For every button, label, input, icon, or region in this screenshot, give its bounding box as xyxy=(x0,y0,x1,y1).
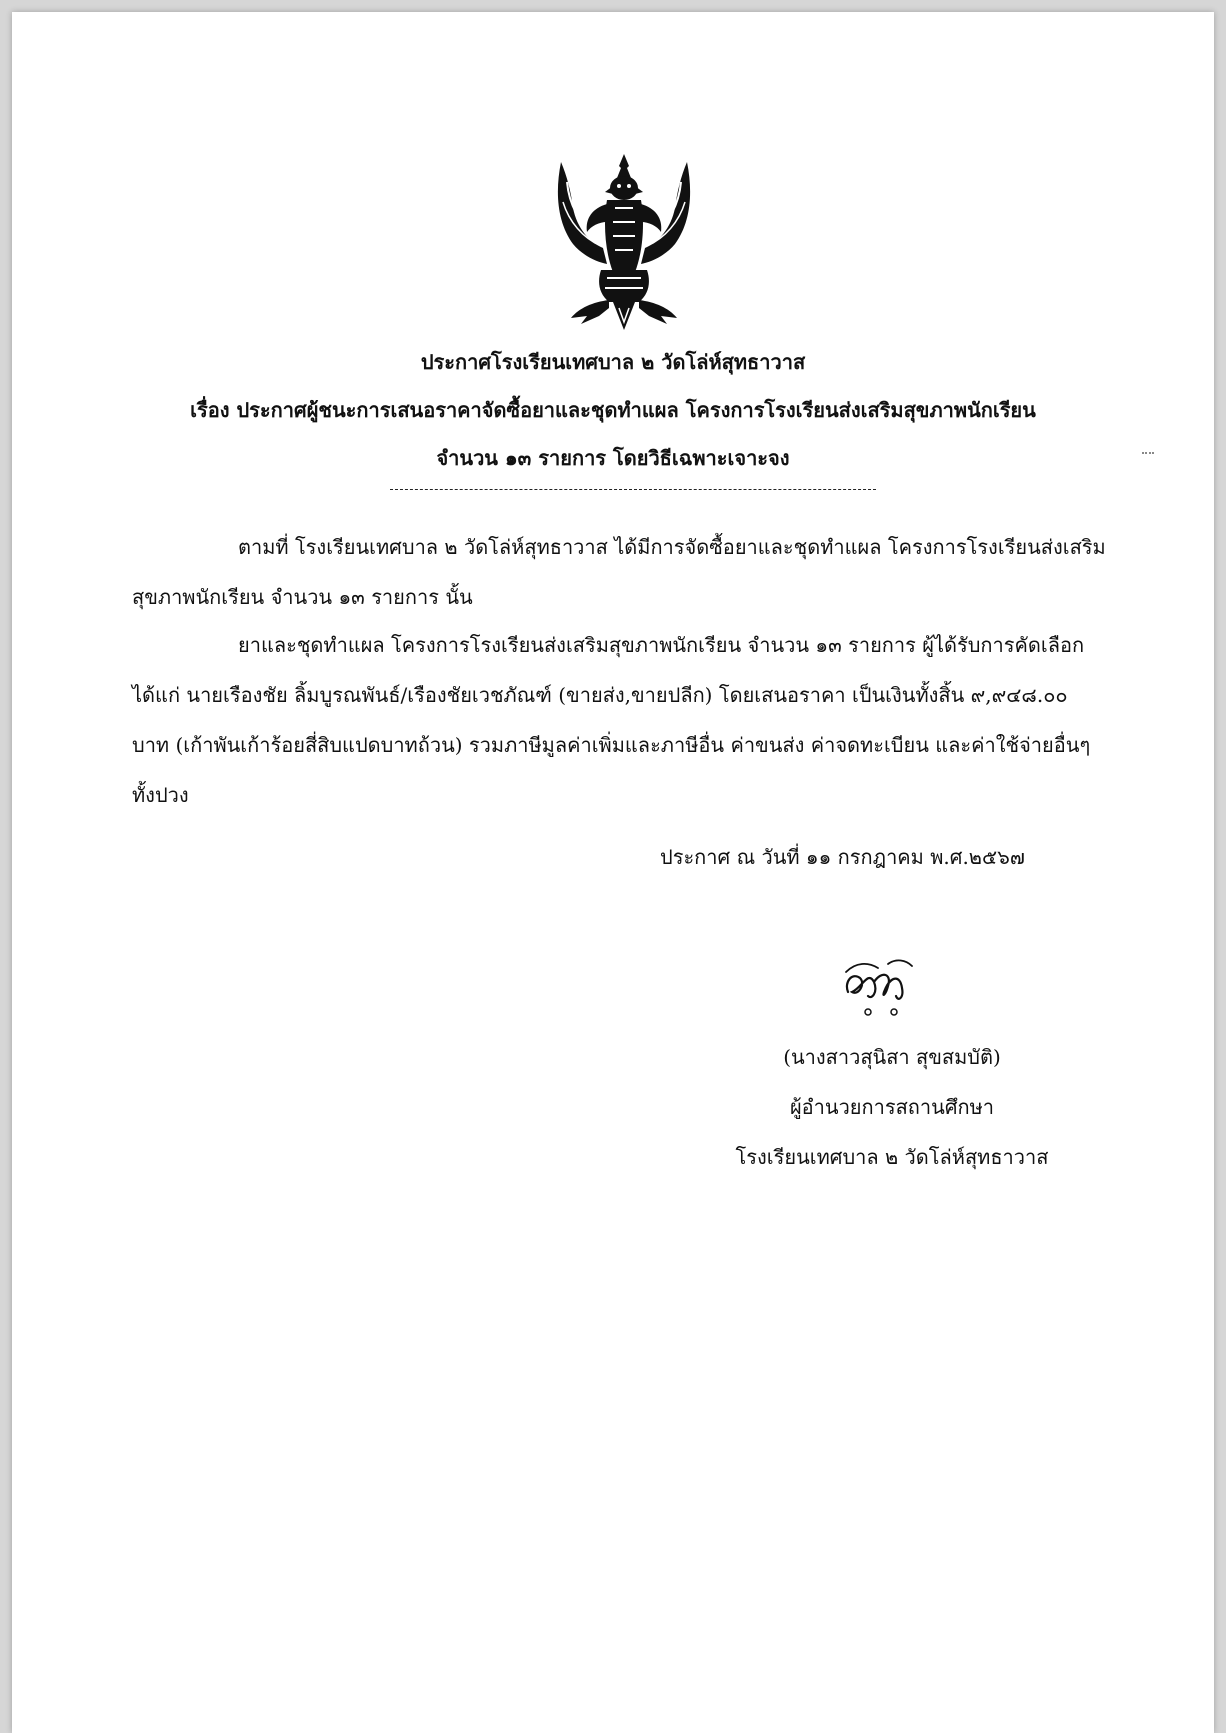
handwritten-signature xyxy=(838,952,928,1022)
signatory-name: (นางสาวสุนิสา สุขสมบัติ) xyxy=(783,1045,1001,1069)
scan-artifact xyxy=(1142,452,1154,456)
signatory-position: ผู้อำนวยการสถานศึกษา xyxy=(789,1095,995,1119)
paragraph-line: ตามที่ โรงเรียนเทศบาล ๒ วัดโล่ห์สุทธาวาส ได้มีการจัดซื้อยาและชุดทำแผล โครงการโรงเรียนส่งเสริม xyxy=(238,535,1106,559)
paragraph-line: ยาและชุดทำแผล โครงการโรงเรียนส่งเสริมสุขภาพนักเรียน จำนวน ๑๓ รายการ ผู้ได้รับการคัดเลือก xyxy=(238,633,1085,657)
signatory-block xyxy=(692,1032,1092,1182)
garuda-emblem-icon xyxy=(553,152,695,332)
paragraph-line: ได้แก่ นายเรืองชัย ลิ้มบูรณพันธ์/เรืองชัยเวชภัณฑ์ (ขายส่ง,ขายปลีก) โดยเสนอราคา เป็นเงินทั้งสิ้น ๙,๙๔๘.๐๐ xyxy=(132,683,1068,707)
paragraph-line: บาท (เก้าพันเก้าร้อยสี่สิบแปดบาทถ้วน) รวมภาษีมูลค่าเพิ่มและภาษีอื่น ค่าขนส่ง ค่าจดทะเบียน และค่าใช้จ่ายอื่นๆ xyxy=(132,733,1091,757)
announcement-date: ประกาศ ณ วันที่ ๑๑ กรกฎาคม พ.ศ.๒๕๖๗ xyxy=(660,845,1025,869)
signatory-organization: โรงเรียนเทศบาล ๒ วัดโล่ห์สุทธาวาส xyxy=(735,1145,1049,1169)
title-divider xyxy=(390,489,876,490)
paragraph-line: สุขภาพนักเรียน จำนวน ๑๓ รายการ นั้น xyxy=(132,585,473,609)
paragraph-intro xyxy=(132,522,1122,622)
paragraph-winner xyxy=(132,620,1122,820)
document-subject: เรื่อง ประกาศผู้ชนะการเสนอราคาจัดซื้อยาและชุดทำแผล โครงการโรงเรียนส่งเสริมสุขภาพนักเรียน xyxy=(190,398,1036,422)
document-page xyxy=(12,12,1214,1733)
paragraph-line: ทั้งปวง xyxy=(132,783,189,807)
document-title: ประกาศโรงเรียนเทศบาล ๒ วัดโล่ห์สุทธาวาส xyxy=(420,350,806,374)
document-subject-detail: จำนวน ๑๓ รายการ โดยวิธีเฉพาะเจาะจง xyxy=(436,446,790,470)
